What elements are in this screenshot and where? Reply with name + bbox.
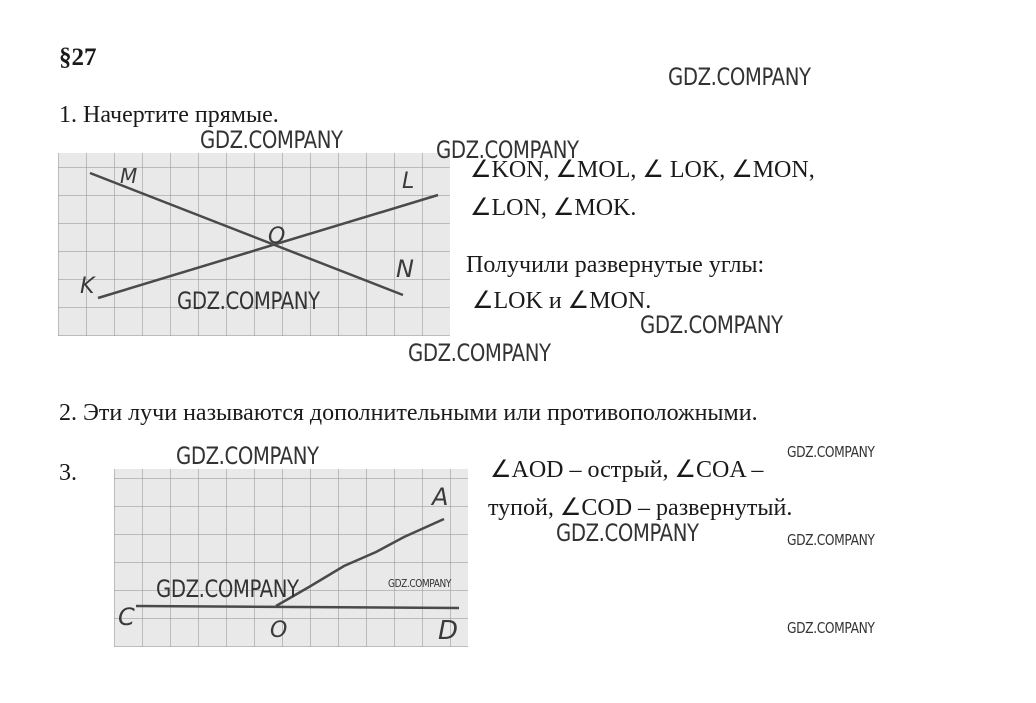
- watermark: GDZ.COMPANY: [388, 577, 451, 590]
- watermark: GDZ.COMPANY: [177, 287, 320, 315]
- watermark: GDZ.COMPANY: [787, 619, 875, 637]
- task3-figure: [114, 469, 468, 647]
- task1-result-line1: Получили развернутые углы:: [466, 252, 765, 278]
- label-c: C: [118, 603, 135, 631]
- label-n: N: [396, 255, 414, 283]
- watermark: GDZ.COMPANY: [556, 519, 699, 547]
- watermark: GDZ.COMPANY: [156, 575, 299, 603]
- task1-angles-line1: ∠KON, ∠MOL, ∠ LOK, ∠MON,: [470, 157, 815, 183]
- label-o: O: [270, 618, 288, 643]
- watermark: GDZ.COMPANY: [200, 126, 343, 154]
- line-mn: [90, 173, 403, 295]
- label-o: O: [268, 224, 286, 249]
- label-d: D: [438, 616, 459, 646]
- watermark: GDZ.COMPANY: [668, 63, 811, 91]
- ray-oa: [276, 519, 444, 606]
- task1-result-line2: ∠LOK и ∠MON.: [472, 288, 652, 314]
- watermark: GDZ.COMPANY: [787, 531, 875, 549]
- task1-angles-line2: ∠LON, ∠MOK.: [470, 195, 637, 221]
- task3-line1: ∠AOD – острый, ∠COA –: [490, 457, 764, 483]
- label-l: L: [402, 169, 415, 194]
- watermark: GDZ.COMPANY: [176, 442, 319, 470]
- task2-text: 2. Эти лучи называются дополнительными или противоположными.: [59, 400, 758, 426]
- task3-line2: тупой, ∠COD – развернутый.: [488, 495, 793, 521]
- label-k: K: [80, 274, 95, 299]
- task3-angle-diagram: [114, 469, 468, 647]
- watermark: GDZ.COMPANY: [436, 136, 579, 164]
- label-m: M: [120, 164, 138, 188]
- section-title: §27: [59, 44, 97, 71]
- watermark: GDZ.COMPANY: [408, 339, 551, 367]
- task3-number: 3.: [59, 460, 77, 486]
- label-a: A: [432, 483, 449, 511]
- watermark: GDZ.COMPANY: [640, 311, 783, 339]
- line-cd: [136, 606, 459, 608]
- task1-title: 1. Начертите прямые.: [59, 102, 279, 128]
- watermark: GDZ.COMPANY: [787, 443, 875, 461]
